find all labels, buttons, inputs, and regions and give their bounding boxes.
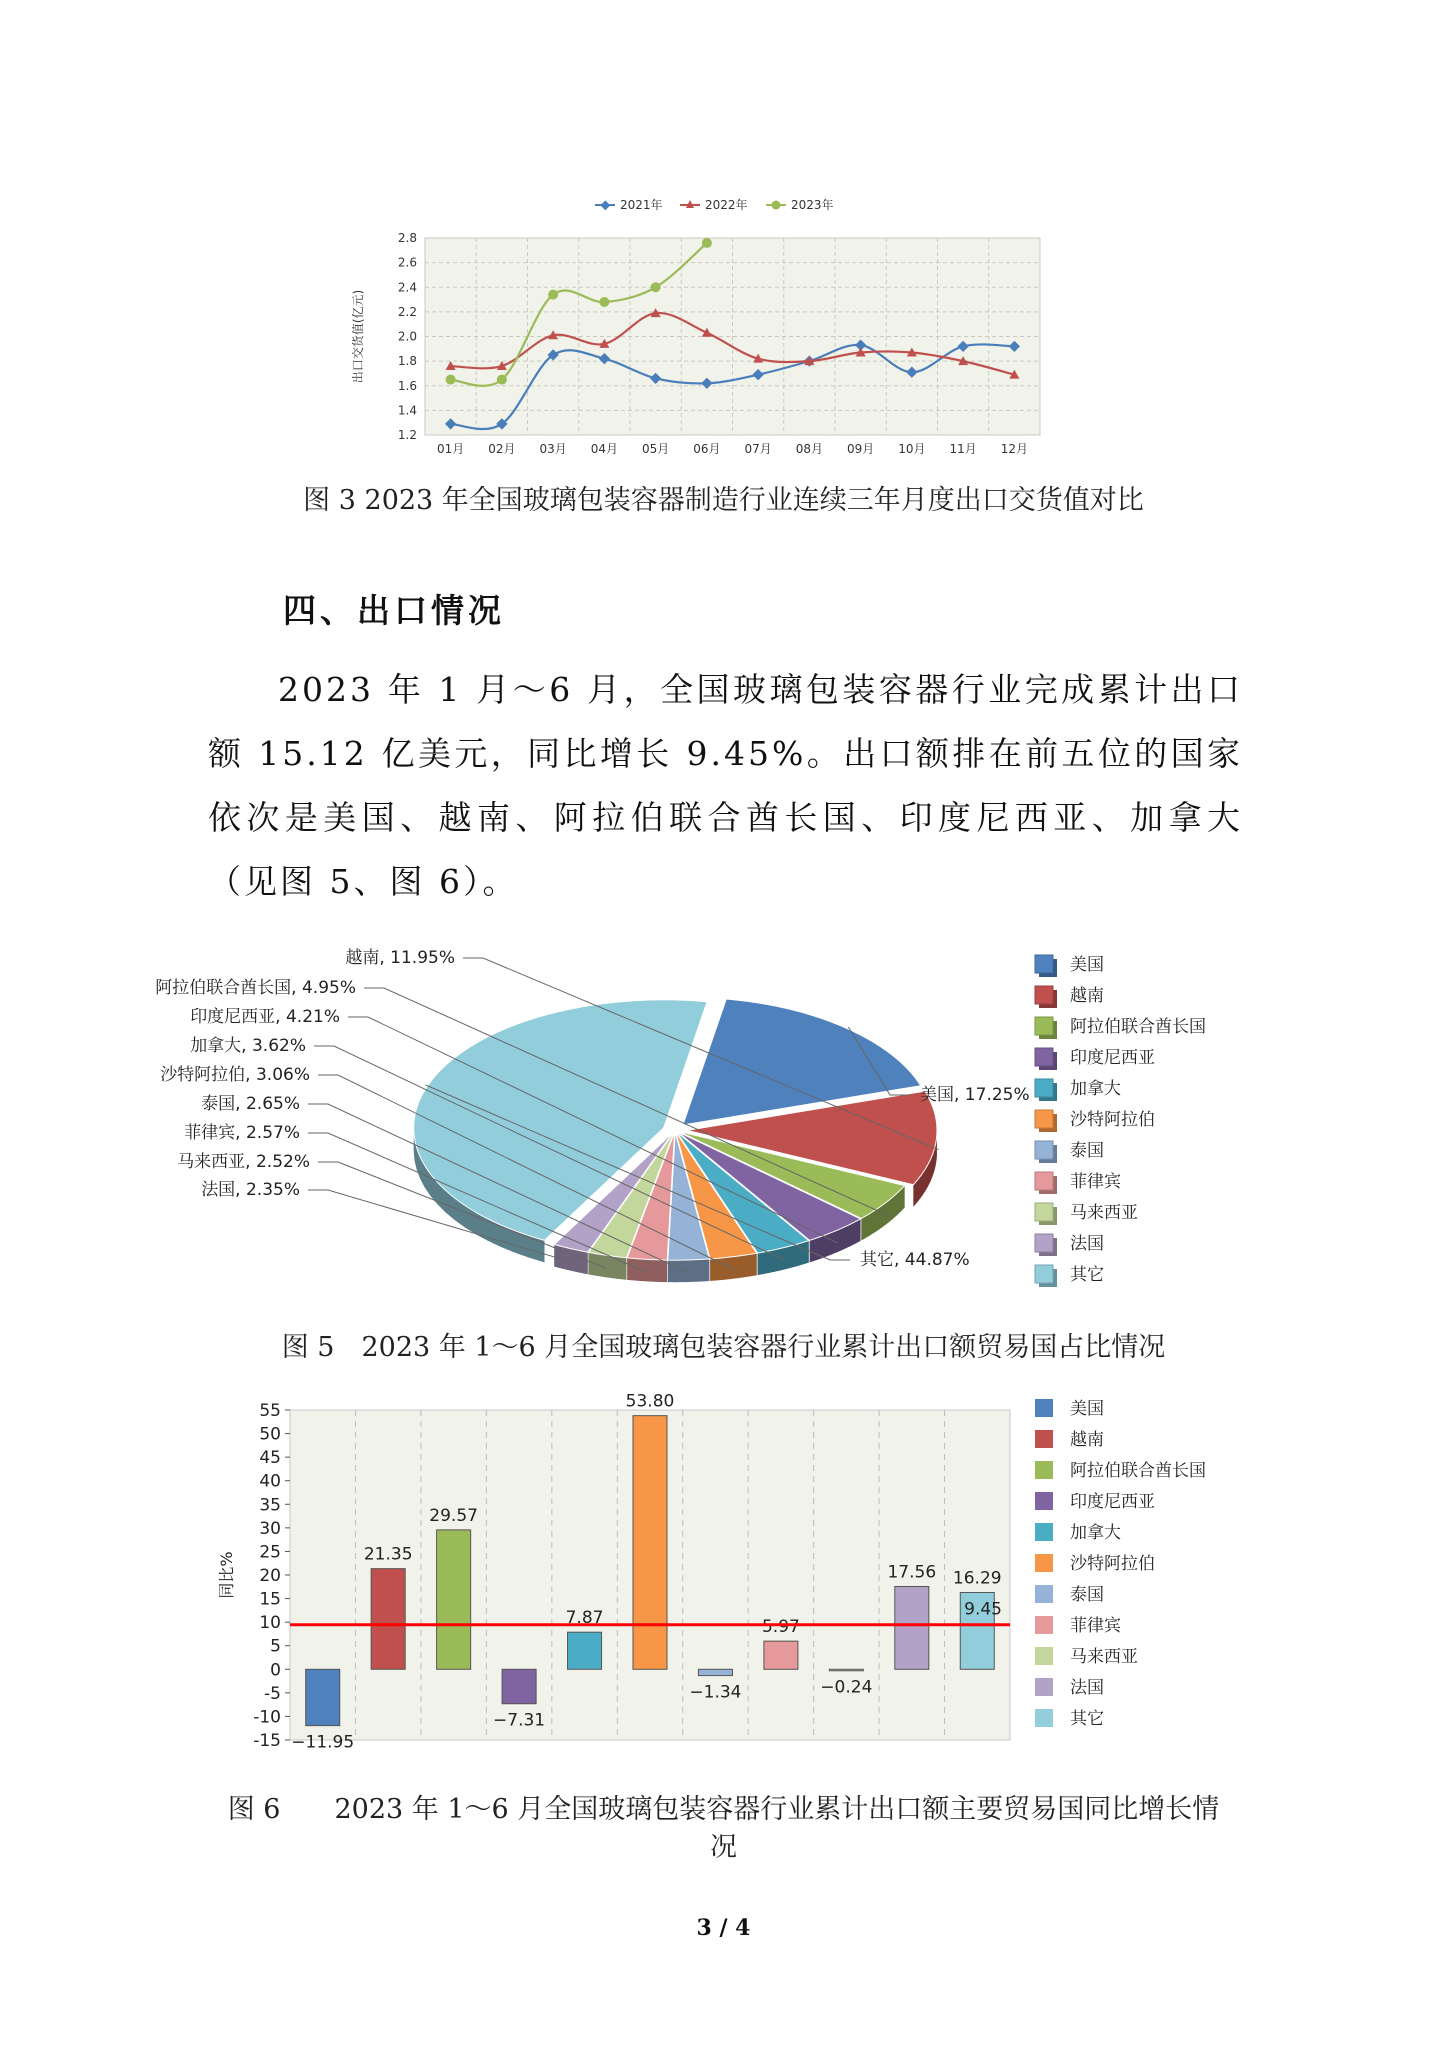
fig5-legend-swatch [1035,1265,1053,1283]
fig5-legend-label: 加拿大 [1070,1079,1121,1099]
fig3-legend-label: 2021年 [620,198,663,212]
fig6-legend-swatch [1035,1709,1053,1727]
fig6-legend-label: 菲律宾 [1070,1616,1121,1636]
fig3-xtick-label: 08月 [795,442,824,456]
fig5-legend-label: 菲律宾 [1070,1172,1121,1192]
fig5-slice-label: 法国, 2.35% [201,1180,300,1200]
fig6-legend-label: 泰国 [1070,1585,1104,1605]
fig6-bar [698,1669,732,1675]
fig6-ytick-label: 55 [259,1401,281,1421]
fig3-caption: 图 3 2023 年全国玻璃包装容器制造行业连续三年月度出口交货值对比 [303,485,1144,516]
fig6-bar-label: −1.34 [689,1682,742,1703]
fig6-ytick-label: 20 [259,1566,281,1586]
fig3-ytick-label: 2.0 [397,329,417,344]
fig3-legend-marker [600,200,610,210]
fig6-ytick-label: 45 [259,1448,281,1469]
fig6-legend-swatch [1035,1492,1053,1510]
fig5-legend-swatch [1035,1110,1053,1128]
fig5-legend-swatch [1035,955,1053,973]
fig3-xtick-label: 02月 [488,442,516,456]
page-number: 3 / 4 [696,1915,751,1941]
fig6-bar [764,1641,798,1669]
fig5-legend-label: 沙特阿拉伯 [1070,1110,1155,1130]
fig5-slice-side [668,1259,710,1282]
fig5-legend-label: 美国 [1070,955,1104,975]
fig6-ytick-label: 50 [259,1424,281,1445]
fig3-xtick-label: 01月 [436,442,465,456]
fig6-ytick-label: -5 [264,1683,281,1704]
fig6-legend-label: 印度尼西亚 [1070,1492,1155,1512]
section-paragraph: 2023 年 1 月～6 月，全国玻璃包装容器行业完成累计出口额 15.12 亿美元，同比增长 9.45%。出口额排在前五位的国家依次是美国、越南、阿拉伯联合酋长国、印度尼西亚、加拿大（见图 5、图 6）。 [208,670,1243,901]
fig5-legend-label: 印度尼西亚 [1070,1048,1155,1068]
fig6-bar-chart [210,1385,1260,1765]
fig6-legend-label: 马来西亚 [1070,1647,1138,1667]
fig5-legend-swatch [1035,1141,1053,1159]
fig6-bar-label: 16.29 [952,1568,1002,1589]
fig5-legend-swatch [1035,1048,1053,1066]
fig3-xtick-label: 06月 [693,442,721,456]
fig3-xtick-label: 03月 [539,442,567,456]
fig6-legend-label: 美国 [1070,1399,1104,1419]
fig6-ytick-label: 40 [259,1471,281,1492]
fig3-xtick-label: 05月 [641,442,670,456]
fig6-bar [437,1530,471,1669]
fig6-bar-label: −7.31 [493,1710,546,1731]
fig5-legend-swatch [1035,1017,1053,1035]
fig3-xtick-label: 10月 [898,442,926,456]
fig5-slice-label: 其它, 44.87% [860,1250,970,1270]
fig3-point [548,290,558,300]
fig3-line-chart [330,190,1060,470]
fig5-legend-swatch [1035,1234,1053,1252]
fig6-legend-swatch [1035,1647,1053,1665]
fig3-ytick-label: 1.8 [397,354,417,369]
fig6-bar-label: 21.35 [363,1544,413,1565]
fig3-point [599,297,609,307]
fig3-point [702,238,712,248]
fig6-bar [568,1632,602,1669]
fig3-point [497,375,507,385]
fig6-bar-label: 29.57 [429,1505,478,1526]
fig6-ytick-label: 10 [259,1613,281,1634]
fig6-legend-label: 越南 [1070,1430,1104,1450]
fig5-slice-label: 越南, 11.95% [345,948,455,968]
fig3-xtick-label: 09月 [846,442,875,456]
fig3-ytick-label: 1.6 [397,378,417,393]
fig6-ylabel: 同比% [217,1551,236,1599]
fig5-pie-chart [155,945,1260,1305]
fig6-bar [502,1669,536,1703]
fig6-ytick-label: 25 [259,1542,281,1563]
fig6-legend-label: 其它 [1070,1709,1104,1729]
fig5-slice-side [627,1258,667,1282]
fig6-legend-label: 法国 [1070,1678,1104,1698]
fig3-xtick-label: 04月 [590,442,619,456]
fig5-slice-label: 泰国, 2.65% [201,1094,300,1114]
fig3-xtick-label: 11月 [949,442,977,456]
fig3-legend-label: 2022年 [705,198,748,212]
fig3-legend-marker [772,201,781,210]
fig5-legend-label: 法国 [1070,1234,1104,1254]
fig3-ytick-label: 2.4 [397,280,417,295]
fig5-legend-swatch [1035,1079,1053,1097]
fig5-slice-label: 加拿大, 3.62% [190,1036,306,1056]
fig5-slice-label: 美国, 17.25% [920,1085,1030,1105]
fig6-bar-label: 53.80 [625,1391,675,1412]
fig6-bar-label: 7.87 [565,1608,604,1629]
fig5-legend-label: 泰国 [1070,1141,1104,1161]
fig6-bar-label: 5.97 [761,1617,800,1638]
fig5-slice-label: 阿拉伯联合酋长国, 4.95% [155,978,356,998]
fig5-slice-label: 菲律宾, 2.57% [184,1123,300,1143]
fig3-ylabel: 出口交货值(亿元) [351,289,365,384]
fig6-bar-label: −11.95 [291,1732,355,1753]
fig5-slice-label: 印度尼西亚, 4.21% [190,1007,340,1027]
fig6-caption-line1: 图 6 2023 年 1～6 月全国玻璃包装容器行业累计出口额主要贸易国同比增长情 [227,1794,1220,1825]
fig6-legend-swatch [1035,1616,1053,1634]
fig5-legend-label: 马来西亚 [1070,1203,1138,1223]
fig6-legend-label: 加拿大 [1070,1523,1121,1543]
fig3-ytick-label: 2.8 [397,231,417,245]
fig6-ytick-label: -10 [253,1707,281,1728]
fig3-ytick-label: 2.6 [397,255,417,270]
fig6-legend-swatch [1035,1430,1053,1448]
fig6-ytick-label: 5 [270,1636,281,1657]
fig3-ytick-label: 1.2 [397,428,417,442]
fig6-reference-label: 9.45 [964,1599,1002,1620]
fig5-slice-label: 马来西亚, 2.52% [177,1152,310,1172]
fig6-bar [633,1416,667,1670]
fig6-legend-swatch [1035,1678,1053,1696]
fig3-ytick-label: 2.2 [397,304,417,319]
fig5-legend-label: 阿拉伯联合酋长国 [1070,1017,1206,1037]
fig5-caption: 图 5 2023 年 1～6 月全国玻璃包装容器行业累计出口额贸易国占比情况 [281,1332,1166,1363]
fig6-legend-swatch [1035,1554,1053,1572]
fig6-bar [371,1569,405,1670]
fig6-bar-label: −0.24 [820,1677,873,1698]
fig3-ytick-label: 1.4 [397,403,417,418]
fig6-ytick-label: 15 [259,1589,281,1610]
fig6-legend-swatch [1035,1399,1053,1417]
fig6-legend-swatch [1035,1523,1053,1541]
fig6-ytick-label: -15 [253,1731,281,1751]
fig3-point [446,375,456,385]
fig6-bar [306,1669,340,1725]
fig3-point [651,282,661,292]
fig5-legend-swatch [1035,986,1053,1004]
fig6-caption-line2: 况 [710,1832,737,1863]
fig6-legend-swatch [1035,1461,1053,1479]
fig5-legend-swatch [1035,1203,1053,1221]
fig5-slice-label: 沙特阿拉伯, 3.06% [160,1065,310,1085]
fig5-legend-label: 其它 [1070,1265,1104,1285]
fig3-legend-label: 2023年 [791,198,834,212]
fig6-ytick-label: 35 [259,1495,281,1516]
fig6-bar-label: 17.56 [887,1562,937,1583]
fig5-legend-label: 越南 [1070,986,1104,1006]
fig6-ytick-label: 0 [270,1660,281,1681]
fig6-legend-label: 沙特阿拉伯 [1070,1554,1155,1574]
section-heading: 四、出口情况 [283,591,505,630]
fig3-xtick-label: 07月 [744,442,772,456]
fig6-bar [895,1587,929,1670]
fig5-legend-swatch [1035,1172,1053,1190]
fig6-ytick-label: 30 [259,1518,281,1539]
fig3-xtick-label: 12月 [1000,442,1029,456]
fig6-legend-swatch [1035,1585,1053,1603]
fig6-bar [829,1669,863,1671]
fig6-legend-label: 阿拉伯联合酋长国 [1070,1461,1206,1481]
